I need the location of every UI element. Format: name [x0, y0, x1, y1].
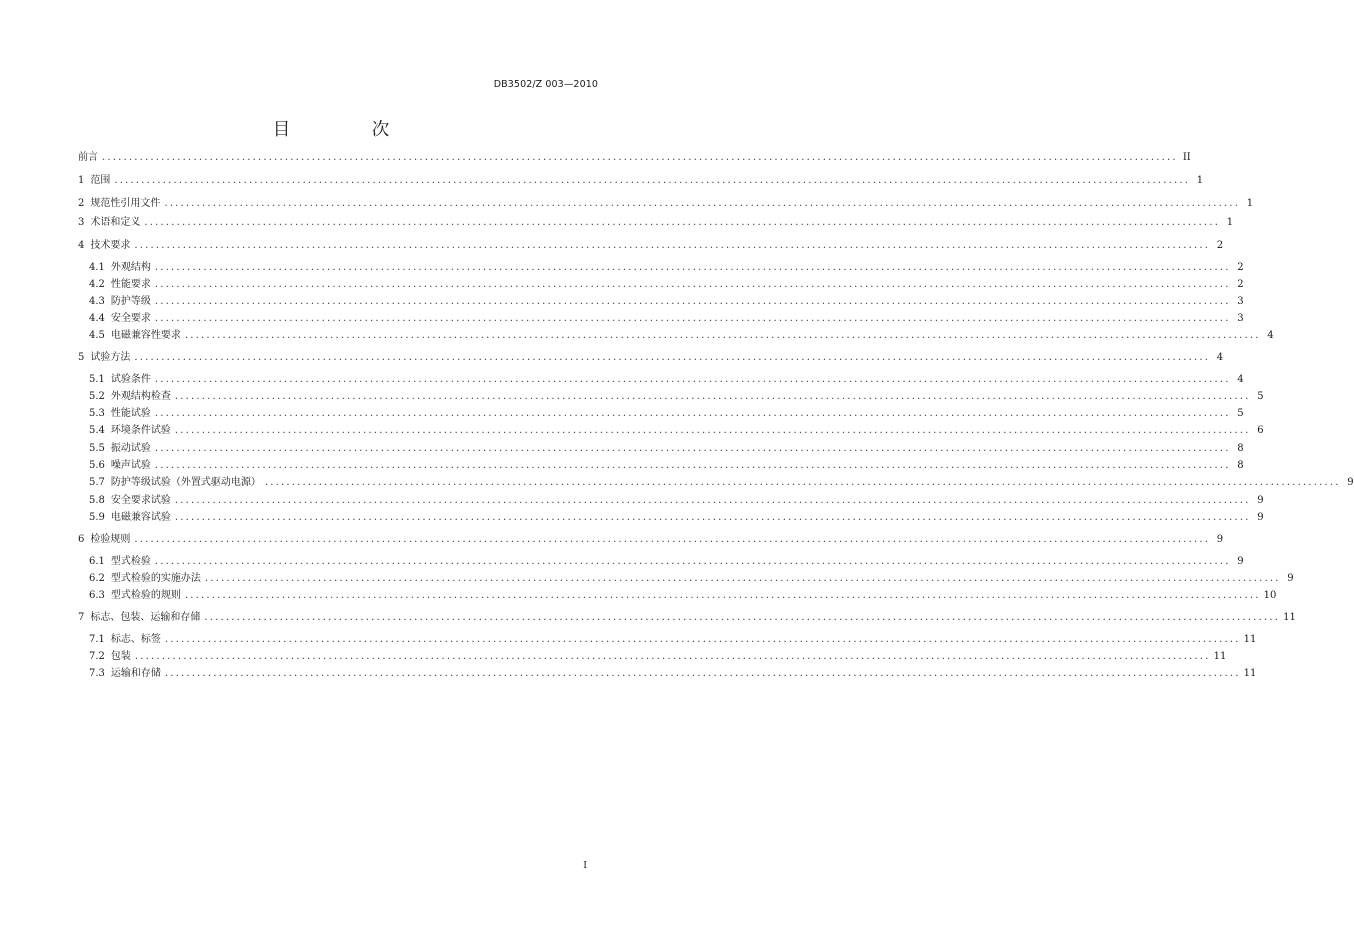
toc-entry[interactable]	[89, 441, 1244, 455]
toc-dot-leader: ........................................................................................................................................................................................................	[154, 279, 1231, 290]
toc-entry-text: 噪声试验	[110, 460, 151, 471]
toc-entry-page: 9	[1287, 573, 1294, 584]
page-title: 目 次	[272, 120, 428, 140]
toc-entry-text: 运输和存储	[110, 668, 161, 679]
toc-entry[interactable]	[89, 328, 1274, 342]
toc-entry-text: 试验条件	[110, 374, 151, 385]
toc-entry-label	[78, 612, 200, 624]
toc-entry-page: 11	[1243, 634, 1257, 645]
toc-entry-text: 型式检验的规则	[110, 590, 181, 601]
toc-entry-number: 5.8	[89, 495, 105, 506]
toc-entry[interactable]	[89, 423, 1264, 437]
toc-entry-text: 包装	[110, 651, 131, 662]
toc-entry[interactable]	[78, 150, 1191, 164]
toc-entry-page: 9	[1237, 556, 1244, 567]
toc-entry[interactable]	[89, 294, 1244, 308]
toc-entry-page: 4	[1216, 352, 1224, 363]
toc-entry-page: 9	[1257, 495, 1264, 506]
toc-entry-text: 型式检验的实施办法	[110, 573, 201, 584]
toc-dot-leader: ........................................................................................................................................................................................................	[154, 443, 1231, 454]
toc-entry-text: 型式检验	[110, 556, 151, 567]
toc-entry-number: 5.5	[89, 443, 105, 454]
toc-entry[interactable]	[89, 475, 1354, 489]
toc-entry-page: 5	[1237, 408, 1244, 419]
toc-entry-page: 4	[1237, 374, 1244, 385]
toc-entry-label	[89, 330, 181, 342]
toc-entry-page: 2	[1216, 240, 1224, 251]
toc-entry-number: 6.3	[89, 590, 105, 601]
toc-entry-page: II	[1182, 152, 1191, 163]
toc-entry[interactable]	[89, 554, 1244, 568]
toc-entry-text: 范围	[90, 175, 111, 186]
toc-entry-label	[89, 425, 171, 437]
toc-entry[interactable]	[89, 458, 1244, 472]
toc-entry-number: 3	[78, 217, 85, 228]
toc-entry[interactable]	[89, 571, 1294, 585]
toc-entry-label	[78, 175, 110, 187]
toc-entry-label	[89, 313, 151, 325]
toc-entry-page: 1	[1196, 175, 1204, 186]
toc-dot-leader: ........................................................................................................................................................................................................	[134, 240, 1211, 251]
toc-dot-leader: ........................................................................................................................................................................................................	[174, 512, 1251, 523]
toc-entry-label	[89, 590, 181, 602]
toc-entry-page: 8	[1237, 460, 1244, 471]
toc-dot-leader: ........................................................................................................................................................................................................	[134, 352, 1211, 363]
toc-entry-page: 11	[1243, 668, 1257, 679]
toc-entry-text: 标志、标签	[110, 634, 161, 645]
toc-dot-leader: ........................................................................................................................................................................................................	[174, 391, 1251, 402]
toc-entry-label	[89, 495, 171, 507]
toc-entry-number: 5.9	[89, 512, 105, 523]
toc-entry-number: 4	[78, 240, 85, 251]
toc-entry-number: 5	[78, 352, 85, 363]
toc-entry[interactable]	[89, 260, 1244, 274]
toc-dot-leader: ........................................................................................................................................................................................................	[154, 556, 1231, 567]
toc-entry[interactable]	[89, 510, 1264, 524]
toc-entry-number: 2	[78, 198, 85, 209]
toc-dot-leader: ........................................................................................................................................................................................................	[184, 330, 1261, 341]
toc-entry-label	[89, 296, 151, 308]
toc-entry-text: 外观结构检查	[110, 391, 171, 402]
toc-entry-page: 9	[1257, 512, 1264, 523]
document-code: DB3502/Z 003—2010	[493, 79, 598, 90]
toc-dot-leader: ........................................................................................................................................................................................................	[264, 477, 1341, 488]
toc-entry-text: 防护等级试验（外置式驱动电源）	[110, 477, 261, 488]
toc-entry-text: 振动试验	[110, 443, 151, 454]
toc-entry-text: 检验规则	[90, 534, 131, 545]
toc-entry-number: 5.1	[89, 374, 105, 385]
toc-entry-page: 11	[1283, 612, 1296, 623]
toc-entry-text: 性能试验	[110, 408, 151, 419]
toc-entry-page: 3	[1237, 296, 1244, 307]
toc-entry-number: 6.2	[89, 573, 105, 584]
toc-dot-leader: ........................................................................................................................................................................................................	[154, 296, 1231, 307]
toc-dot-leader: ........................................................................................................................................................................................................	[164, 198, 1241, 209]
toc-entry[interactable]	[89, 277, 1244, 291]
page-number: I	[583, 860, 587, 871]
toc-entry-page: 9	[1216, 534, 1224, 545]
toc-entry-label	[78, 240, 130, 252]
toc-dot-leader: ........................................................................................................................................................................................................	[164, 634, 1241, 645]
toc-entry-label	[89, 651, 131, 663]
toc-entry-label	[89, 460, 151, 472]
toc-entry-number: 7.1	[89, 634, 105, 645]
toc-dot-leader: ........................................................................................................................................................................................................	[102, 152, 1178, 163]
toc-entry[interactable]	[89, 372, 1244, 386]
toc-entry-label	[89, 556, 151, 568]
toc-dot-leader: ........................................................................................................................................................................................................	[134, 651, 1211, 662]
toc-dot-leader: ........................................................................................................................................................................................................	[164, 668, 1241, 679]
toc-entry-label	[89, 668, 161, 680]
toc-dot-leader: ........................................................................................................................................................................................................	[134, 534, 1211, 545]
toc-dot-leader: ........................................................................................................................................................................................................	[174, 425, 1251, 436]
toc-entry-page: 10	[1263, 590, 1277, 601]
toc-entry[interactable]	[78, 196, 1254, 210]
toc-entry-label	[89, 443, 151, 455]
toc-entry-text: 术语和定义	[90, 217, 141, 228]
toc-entry-number: 5.4	[89, 425, 105, 436]
toc-entry-text: 防护等级	[110, 296, 151, 307]
toc-entry-number: 6.1	[89, 556, 105, 567]
toc-entry-label	[89, 573, 201, 585]
toc-entry[interactable]	[78, 350, 1224, 364]
toc-entry-page: 6	[1257, 425, 1264, 436]
toc-entry-text: 外观结构	[110, 262, 151, 273]
toc-entry-number: 1	[78, 175, 85, 186]
toc-entry-label	[78, 352, 130, 364]
toc-dot-leader: ........................................................................................................................................................................................................	[154, 374, 1231, 385]
toc-entry-number: 7	[78, 612, 85, 623]
toc-entry-number: 7.2	[89, 651, 105, 662]
toc-entry[interactable]	[78, 610, 1296, 624]
toc-entry-text: 安全要求	[110, 313, 151, 324]
toc-entry[interactable]	[89, 649, 1227, 663]
toc-entry-text: 电磁兼容试验	[110, 512, 171, 523]
toc-entry-number: 4.2	[89, 279, 105, 290]
toc-dot-leader: ........................................................................................................................................................................................................	[144, 217, 1221, 228]
toc-entry-text: 性能要求	[110, 279, 151, 290]
toc-entry[interactable]	[89, 493, 1264, 507]
toc-entry-page: 11	[1213, 651, 1227, 662]
toc-entry[interactable]	[89, 666, 1257, 680]
toc-entry-page: 2	[1237, 262, 1244, 273]
toc-entry[interactable]	[89, 632, 1257, 646]
toc-entry-page: 4	[1267, 330, 1274, 341]
toc-entry-page: 5	[1257, 391, 1264, 402]
toc-entry-label	[89, 512, 171, 524]
toc-dot-leader: ........................................................................................................................................................................................................	[154, 408, 1231, 419]
toc-entry-label	[78, 152, 98, 164]
toc-entry-page: 2	[1237, 279, 1244, 290]
toc-entry-number: 4.4	[89, 313, 105, 324]
toc-dot-leader: ........................................................................................................................................................................................................	[174, 495, 1251, 506]
toc-entry[interactable]	[78, 238, 1224, 252]
toc-dot-leader: ........................................................................................................................................................................................................	[204, 612, 1281, 623]
toc-entry-label	[89, 477, 261, 489]
toc-dot-leader: ........................................................................................................................................................................................................	[154, 262, 1231, 273]
toc-entry-label	[89, 279, 151, 291]
toc-entry-label	[78, 198, 160, 210]
toc-entry[interactable]	[78, 215, 1234, 229]
toc-dot-leader: ........................................................................................................................................................................................................	[154, 313, 1231, 324]
toc-entry-text: 试验方法	[90, 352, 131, 363]
toc-entry-number: 4.5	[89, 330, 105, 341]
toc-entry[interactable]	[78, 532, 1224, 546]
toc-entry-label	[89, 634, 161, 646]
toc-entry-text: 电磁兼容性要求	[110, 330, 181, 341]
toc-entry-number: 4.1	[89, 262, 105, 273]
toc-entry[interactable]	[89, 406, 1244, 420]
toc-entry-page: 8	[1237, 443, 1244, 454]
toc-entry-text: 标志、包装、运输和存储	[90, 612, 201, 623]
toc-entry-text: 安全要求试验	[110, 495, 171, 506]
toc-entry-number: 6	[78, 534, 85, 545]
toc-entry-page: 9	[1347, 477, 1354, 488]
toc-entry-number: 5.2	[89, 391, 105, 402]
toc-entry-page: 3	[1237, 313, 1244, 324]
toc-dot-leader: ........................................................................................................................................................................................................	[114, 175, 1191, 186]
toc-entry-text: 前言	[78, 152, 98, 163]
toc-entry-label	[89, 262, 151, 274]
toc-entry[interactable]	[89, 311, 1244, 325]
toc-entry-page: 1	[1246, 198, 1254, 209]
toc-entry[interactable]	[89, 389, 1264, 403]
toc-entry-number: 7.3	[89, 668, 105, 679]
toc-entry-label	[78, 217, 140, 229]
toc-dot-leader: ........................................................................................................................................................................................................	[154, 460, 1231, 471]
toc-entry-number: 5.7	[89, 477, 105, 488]
toc-entry[interactable]	[78, 173, 1204, 187]
toc-entry-label	[89, 391, 171, 403]
toc-dot-leader: ........................................................................................................................................................................................................	[184, 590, 1261, 601]
toc-entry-page: 1	[1226, 217, 1234, 228]
toc-entry[interactable]	[89, 588, 1277, 602]
toc-entry-label	[89, 408, 151, 420]
toc-entry-text: 环境条件试验	[110, 425, 171, 436]
toc-entry-number: 5.6	[89, 460, 105, 471]
toc-entry-number: 5.3	[89, 408, 105, 419]
toc-dot-leader: ........................................................................................................................................................................................................	[204, 573, 1281, 584]
toc-entry-label	[78, 534, 130, 546]
toc-entry-number: 4.3	[89, 296, 105, 307]
toc-entry-text: 规范性引用文件	[90, 198, 161, 209]
toc-entry-label	[89, 374, 151, 386]
toc-entry-text: 技术要求	[90, 240, 131, 251]
